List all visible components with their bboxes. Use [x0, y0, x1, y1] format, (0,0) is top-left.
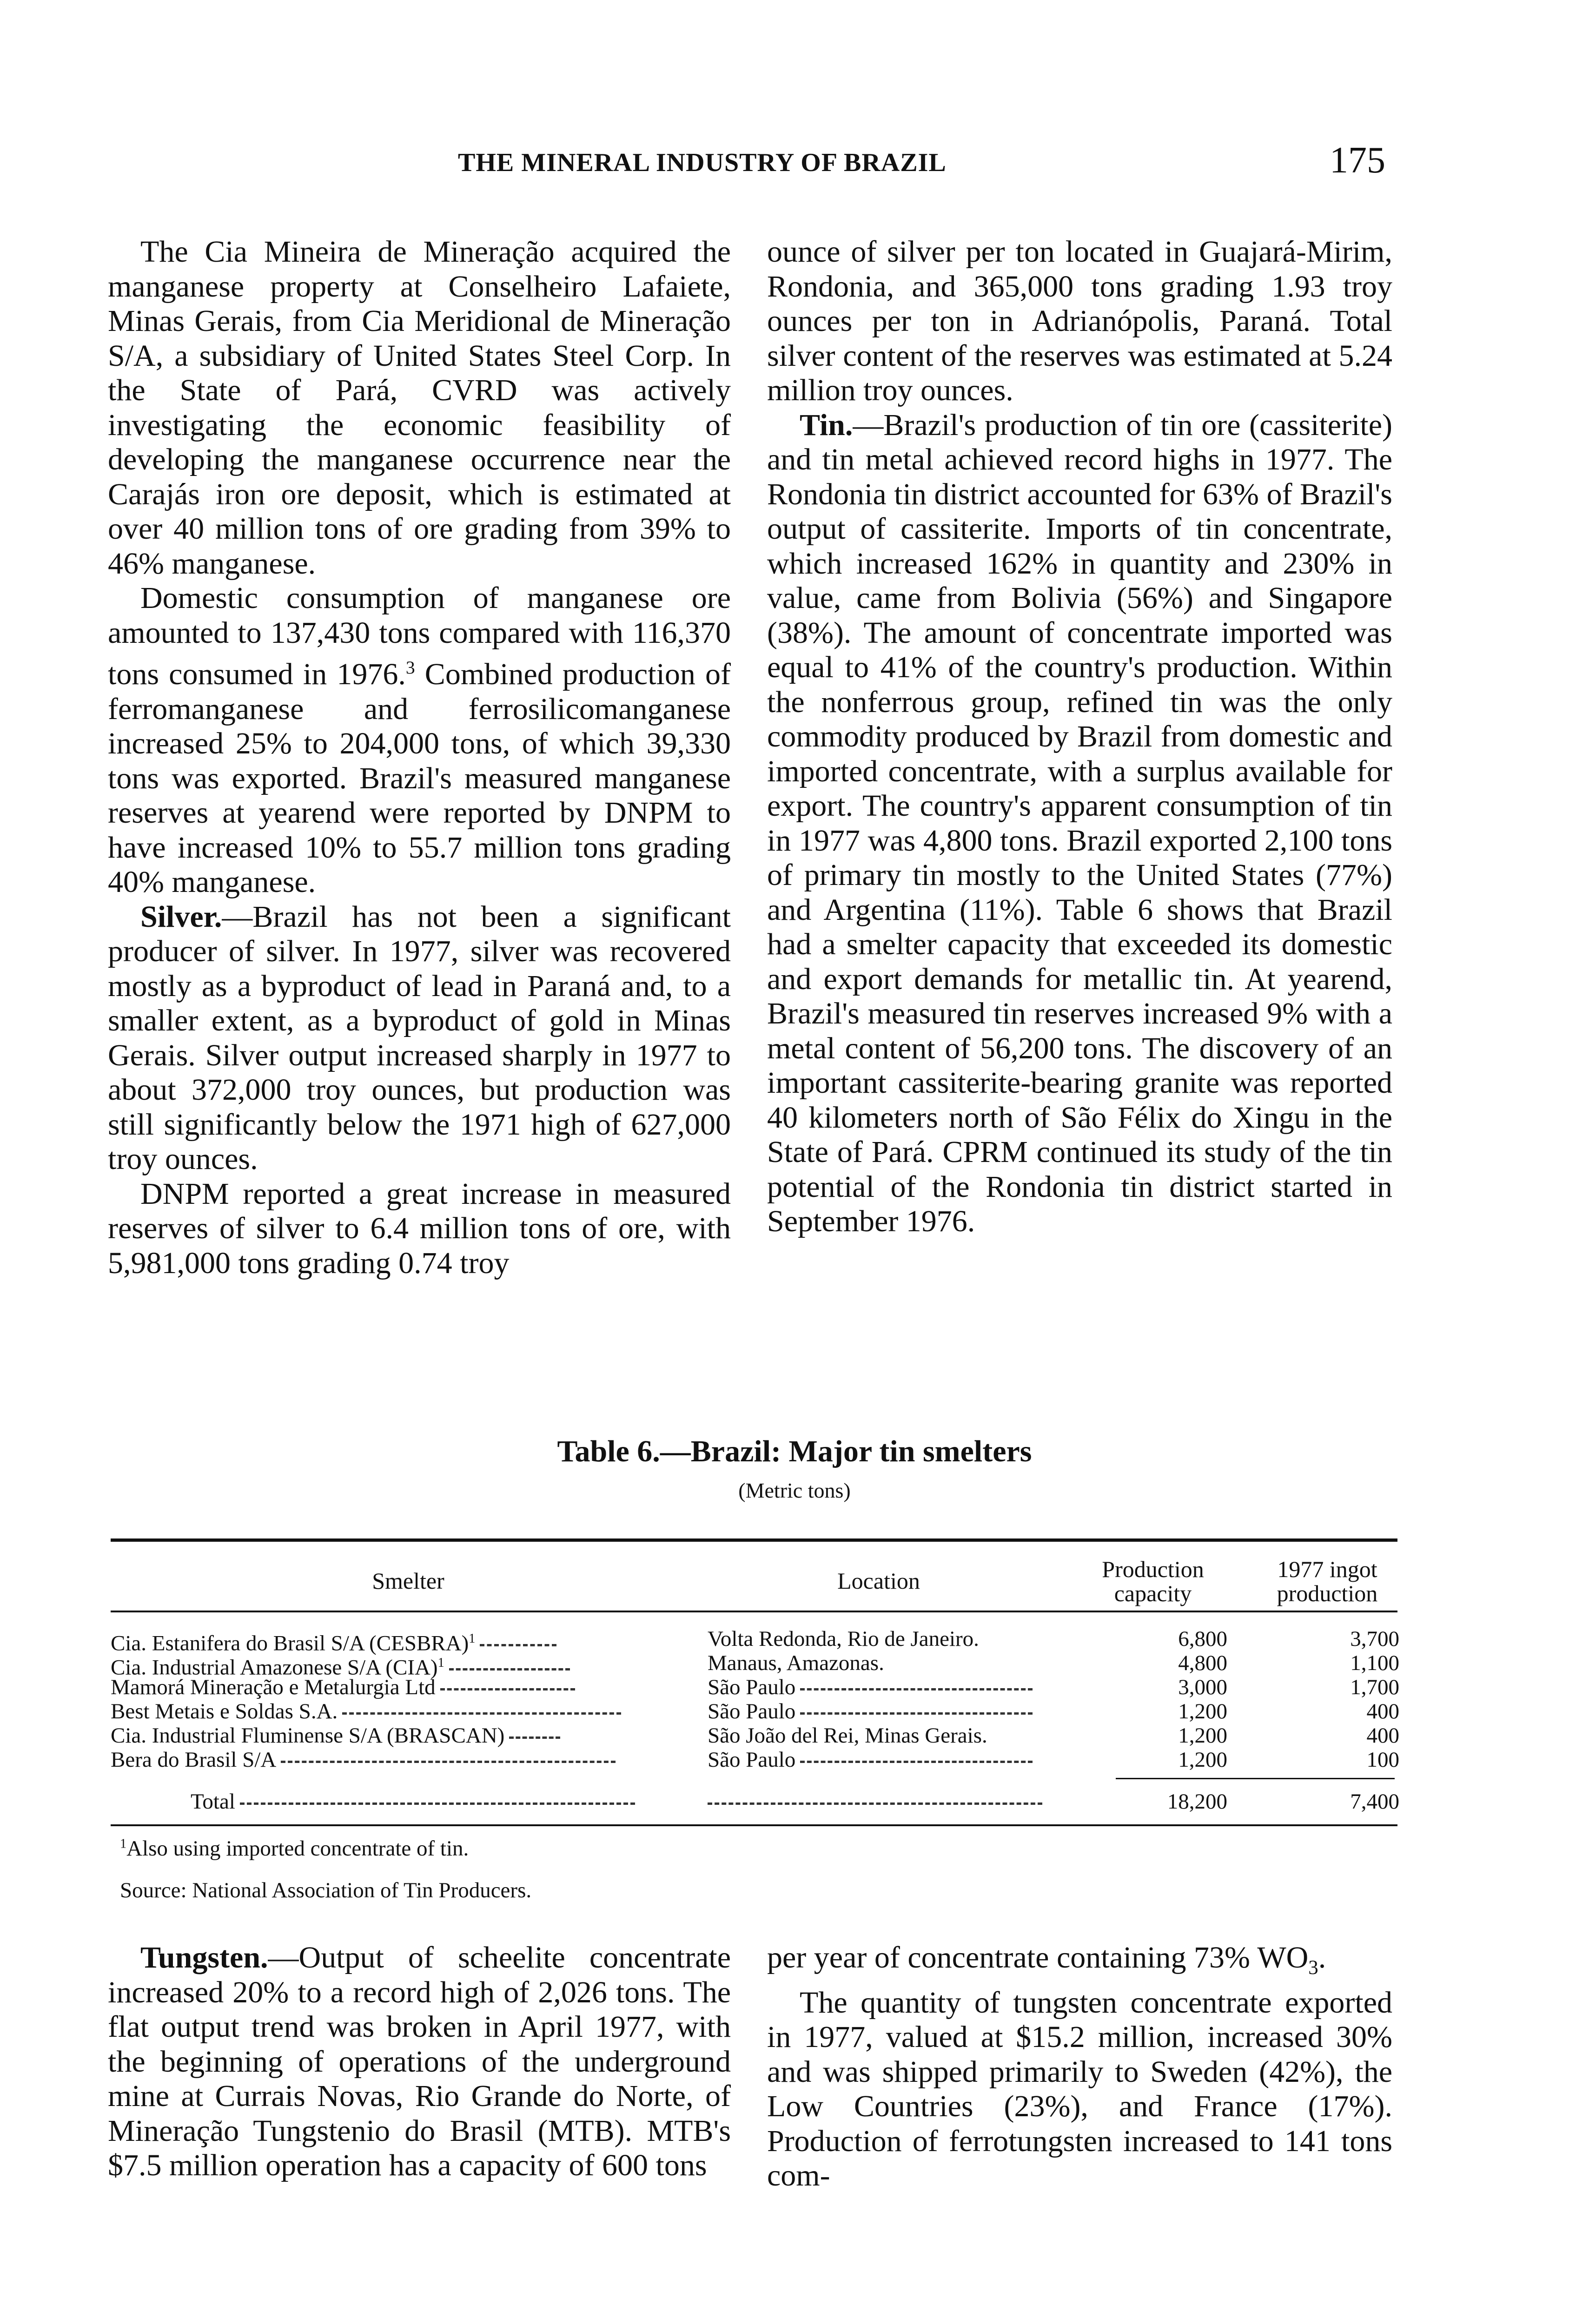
paragraph-manganese-consumption: Domestic consumption of manganese ore amounted to 137,430 tons compared with 116,370 tons consumed in 1976.$^3$ Combined production of ferromanganese and ferrosilicomanganese increased 25% to 204,000 tons, of which 39,330 tons was exported. Brazil's measured manganese reserves at yearend were reported by DNPM to have increased 10% to 55.7 million tons grading 40% manganese. — [108, 581, 731, 899]
table-cell-capacity: 6,800 — [1178, 1627, 1227, 1651]
table-row: Bera do Brasil S/A — [111, 1748, 616, 1772]
column-header-location: Location — [837, 1568, 920, 1594]
table-row: Cia. Industrial Amazonese S/A (CIA)$^1$ — [111, 1651, 570, 1680]
table-cell-production: 400 — [1366, 1723, 1399, 1748]
table-cell-capacity: 4,800 — [1178, 1651, 1227, 1675]
table-cell-capacity: 3,000 — [1178, 1675, 1227, 1699]
column-header-capacity: Production capacity — [1102, 1556, 1204, 1606]
table-cell-capacity: 1,200 — [1178, 1723, 1227, 1748]
paragraph-manganese-property: The Cia Mineira de Mineração acquired the manganese property at Conselheiro Lafaiete, Minas Gerais, from Cia Meridional de Mineração S/A, a subsidiary of United States Steel Corp. In the State of Pará, CVRD was actively investigating the economic feasibility of developing the manganese occurrence near the Carajás iron ore deposit, which is estimated at over 40 million tons of ore grading from 39% to 46% manganese. — [108, 235, 731, 581]
right-column-bottom — [767, 1941, 1392, 2193]
table-footnote: $^1$Also using imported concentrate of tin. — [120, 1836, 469, 1861]
total-rule — [1116, 1778, 1395, 1779]
table-row: Cia. Estanifera do Brasil S/A (CESBRA)$^1$ — [111, 1627, 556, 1656]
table-subtitle: (Metric tons) — [738, 1479, 851, 1502]
table-bottom-rule — [111, 1824, 1397, 1826]
table-cell-location: São Paulo — [708, 1748, 1033, 1772]
table-total-location-leader — [708, 1789, 1042, 1814]
table-cell-location: São Paulo — [708, 1699, 1033, 1724]
right-column-top — [767, 235, 1392, 1239]
table-title: Table 6.—Brazil: Major tin smelters — [557, 1434, 1032, 1468]
table-cell-capacity: 1,200 — [1178, 1699, 1227, 1723]
paragraph-tungsten-cont: per year of concentrate containing 73% $WO_3$. — [767, 1941, 1326, 1979]
table-header-rule — [111, 1611, 1397, 1612]
table-cell-location: São João del Rei, Minas Gerais. — [708, 1723, 987, 1748]
table-row: Mamorá Mineração e Metalurgia Ltd — [111, 1675, 575, 1700]
table-total-capacity: 18,200 — [1167, 1789, 1227, 1814]
paragraph-tungsten-exports: The quantity of tungsten concentrate exported in 1977, valued at $15.2 million, increased 30% and was shipped primarily to Sweden (42%), the Low Countries (23%), and France (17%). Production of ferrotungsten increased to 141 tons com- — [767, 1985, 1392, 2193]
paragraph-silver: Silver.—Brazil has not been a significant producer of silver. In 1977, silver was recovered mostly as a byproduct of lead in Paraná and, to a smaller extent, as a byproduct of gold in Minas Gerais. Silver output increased sharply in 1977 to about 372,000 troy ounces, but production was still significantly below the 1971 high of 627,000 troy ounces. — [108, 899, 731, 1176]
paragraph-tungsten: Tungsten.—Output of scheelite concentrate increased 20% to a record high of 2,026 tons. The flat output trend was broken in April 1977, with the beginning of operations of the underground mine at Currais Novas, Rio Grande do Norte, of Mineração Tungstenio do Brasil (MTB). MTB's $7.5 million operation has a capacity of 600 tons — [108, 1941, 731, 2182]
table-cell-location: Manaus, Amazonas. — [708, 1651, 884, 1675]
table-cell-production: 400 — [1366, 1699, 1399, 1723]
table-row: Cia. Industrial Fluminense S/A (BRASCAN) — [111, 1723, 560, 1748]
section-heading-tin: Tin. — [800, 408, 853, 442]
table-source: Source: National Association of Tin Producers. — [120, 1878, 532, 1902]
section-heading-tungsten: Tungsten. — [140, 1941, 268, 1974]
column-header-ingot: 1977 ingot production — [1277, 1556, 1378, 1606]
paragraph-silver-reserves-cont: ounce of silver per ton located in Guajará-Mirim, Rondonia, and 365,000 tons grading 1.93 troy ounces per ton in Adrianópolis, Paraná. Total silver content of the reserves was estimated at 5.24 million troy ounces. — [767, 235, 1392, 407]
table-cell-production: 3,700 — [1350, 1627, 1399, 1651]
table-cell-production: 100 — [1366, 1748, 1399, 1772]
left-column-top — [108, 235, 731, 1281]
table-top-rule — [111, 1538, 1397, 1542]
running-header — [0, 139, 1589, 195]
table-row: Best Metais e Soldas S.A. — [111, 1699, 621, 1724]
left-column-bottom — [108, 1941, 731, 2183]
table-cell-production: 1,100 — [1350, 1651, 1399, 1675]
paragraph-tin: Tin.—Brazil's production of tin ore (cassiterite) and tin metal achieved record highs in 1977. The Rondonia tin district accounted for 63% of Brazil's output of cassiterite. Imports of tin concentrate, which increased 162% in quantity and 230% in value, came from Bolivia (56%) and Singapore (38%). The amount of concentrate imported was equal to 41% of the country's production. Within the nonferrous group, refined tin was the only commodity produced by Brazil from domestic and imported concentrate, with a surplus available for export. The country's apparent consumption of tin in 1977 was 4,800 tons. Brazil exported 2,100 tons of primary tin mostly to the United States (77%) and Argentina (11%). Table 6 shows that Brazil had a smelter capacity that exceeded its domestic and export demands for metallic tin. At yearend, Brazil's measured tin reserves increased 9% with a metal content of 56,200 tons. The discovery of an important cassiterite-bearing granite was reported 40 kilometers north of São Félix do Xingu in the State of Pará. CPRM continued its study of the tin potential of the Rondonia tin district started in September 1976. — [767, 408, 1392, 1238]
paragraph-silver-reserves: DNPM reported a great increase in measured reserves of silver to 6.4 million tons of ore, with 5,981,000 tons grading 0.74 troy — [108, 1176, 731, 1280]
table-total-row: Total — [191, 1789, 635, 1814]
page-number: 175 — [1330, 140, 1385, 181]
table-total-production: 7,400 — [1350, 1789, 1399, 1814]
running-title: THE MINERAL INDUSTRY OF BRAZIL — [458, 148, 947, 177]
column-header-smelter: Smelter — [372, 1568, 444, 1594]
table-cell-production: 1,700 — [1350, 1675, 1399, 1699]
section-heading-silver: Silver. — [140, 899, 222, 934]
table-cell-location: Volta Redonda, Rio de Janeiro. — [708, 1627, 979, 1651]
table-cell-location: São Paulo — [708, 1675, 1033, 1700]
footnote-ref: 3 — [405, 657, 415, 678]
table-cell-capacity: 1,200 — [1178, 1748, 1227, 1772]
